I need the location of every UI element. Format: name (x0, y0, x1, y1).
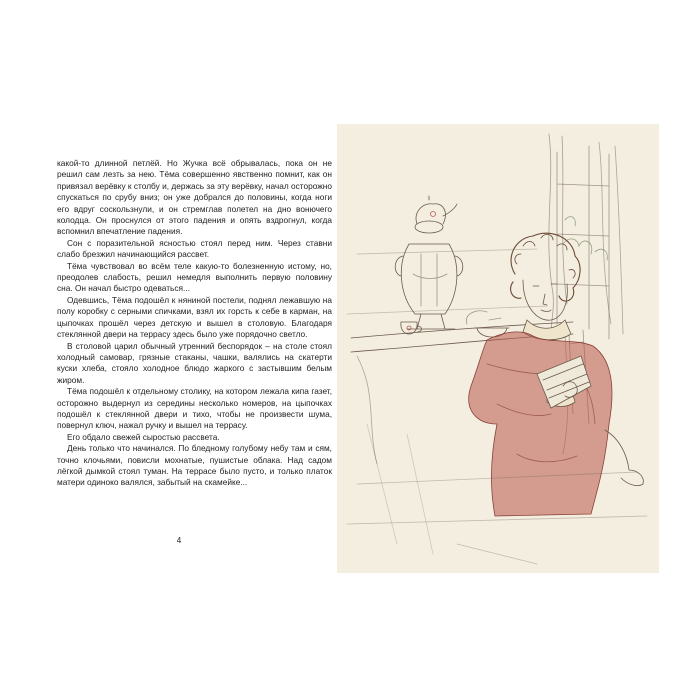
paragraph: Одевшись, Тёма подошёл к няниной постели, поднял лежавшую на полу коробку с серными спичками, взял их горсть к себе в карман, на цыпочках прошёл через детскую и вышел в столовую. Благодаря стеклянной двери на террасу здесь было уже порядочно светло. (57, 294, 332, 340)
boy-illustration (337, 124, 659, 573)
boy-face (523, 280, 567, 320)
teapot (416, 196, 457, 224)
illustration-page (337, 124, 659, 573)
curtain-right (599, 142, 623, 334)
paragraph: День только что начинался. По бледному голубому небу там и сям, точно клочьями, повисли мохнатые, пушистые облака. Над садом лёгкой дымкой стоял туман. На террасе было пусто, и только платок матери одиноко валялся, забытый на скамейке... (57, 443, 332, 488)
pot (466, 311, 501, 324)
boy-shirt (469, 332, 612, 516)
story-text (57, 158, 332, 489)
samovar-handles (395, 256, 463, 276)
window-plants (563, 217, 607, 260)
boy-hair (511, 233, 581, 301)
paragraph: Его обдало свежей сыростью рассвета. (67, 431, 220, 442)
paragraph: В столовой царил обычный утренний беспорядок – на столе стоял холодный самовар, грязные стаканы, чашки, валялись на скатерти куски хлеба, стояло холодное блюдо жаркого с застывшим белым жиром. (57, 340, 332, 385)
paragraph: Сон с поразительной ясностью стоял перед ним. Через ставни слабо брезжил начинающийся рассвет. (57, 237, 332, 260)
paragraph: Тёма чувствовал во всём теле какую-то болезненную истому, но, преодолев слабость, решил немедля выполнить первую половину сна. Он начал быстро одеваться... (57, 260, 332, 294)
samovar-body (401, 244, 457, 314)
paragraph: Тёма подошёл к отдельному столику, на котором лежала кипа газет, осторожно выдернул из середины несколько номеров, на цыпочках подошёл к стеклянной двери и тихо, чтобы не произвести шума, повернул ключ, нажал ручку и вышел на террасу. (57, 386, 332, 431)
samovar-top (415, 221, 443, 233)
page-number: 4 (176, 536, 182, 545)
wall-lines (347, 249, 547, 314)
boy-arm (605, 430, 643, 486)
paragraph: какой-то длинной петлёй. Но Жучка всё обрывалась, пока он не решил сам лезть за нею. Тёма совершенно явственно помнит, как он привязал верёвку к столбу и, держась за эту верёвку, начал осторожно спускаться по срубу вниз; он уже добрался до половины, когда ноги его вдруг соскользнули, и он стремглав полетел на дно вонючего колодца. Он проснулся от этого падения и опять вздрогнул, когда вспомнил впечатление падения. (57, 158, 332, 237)
